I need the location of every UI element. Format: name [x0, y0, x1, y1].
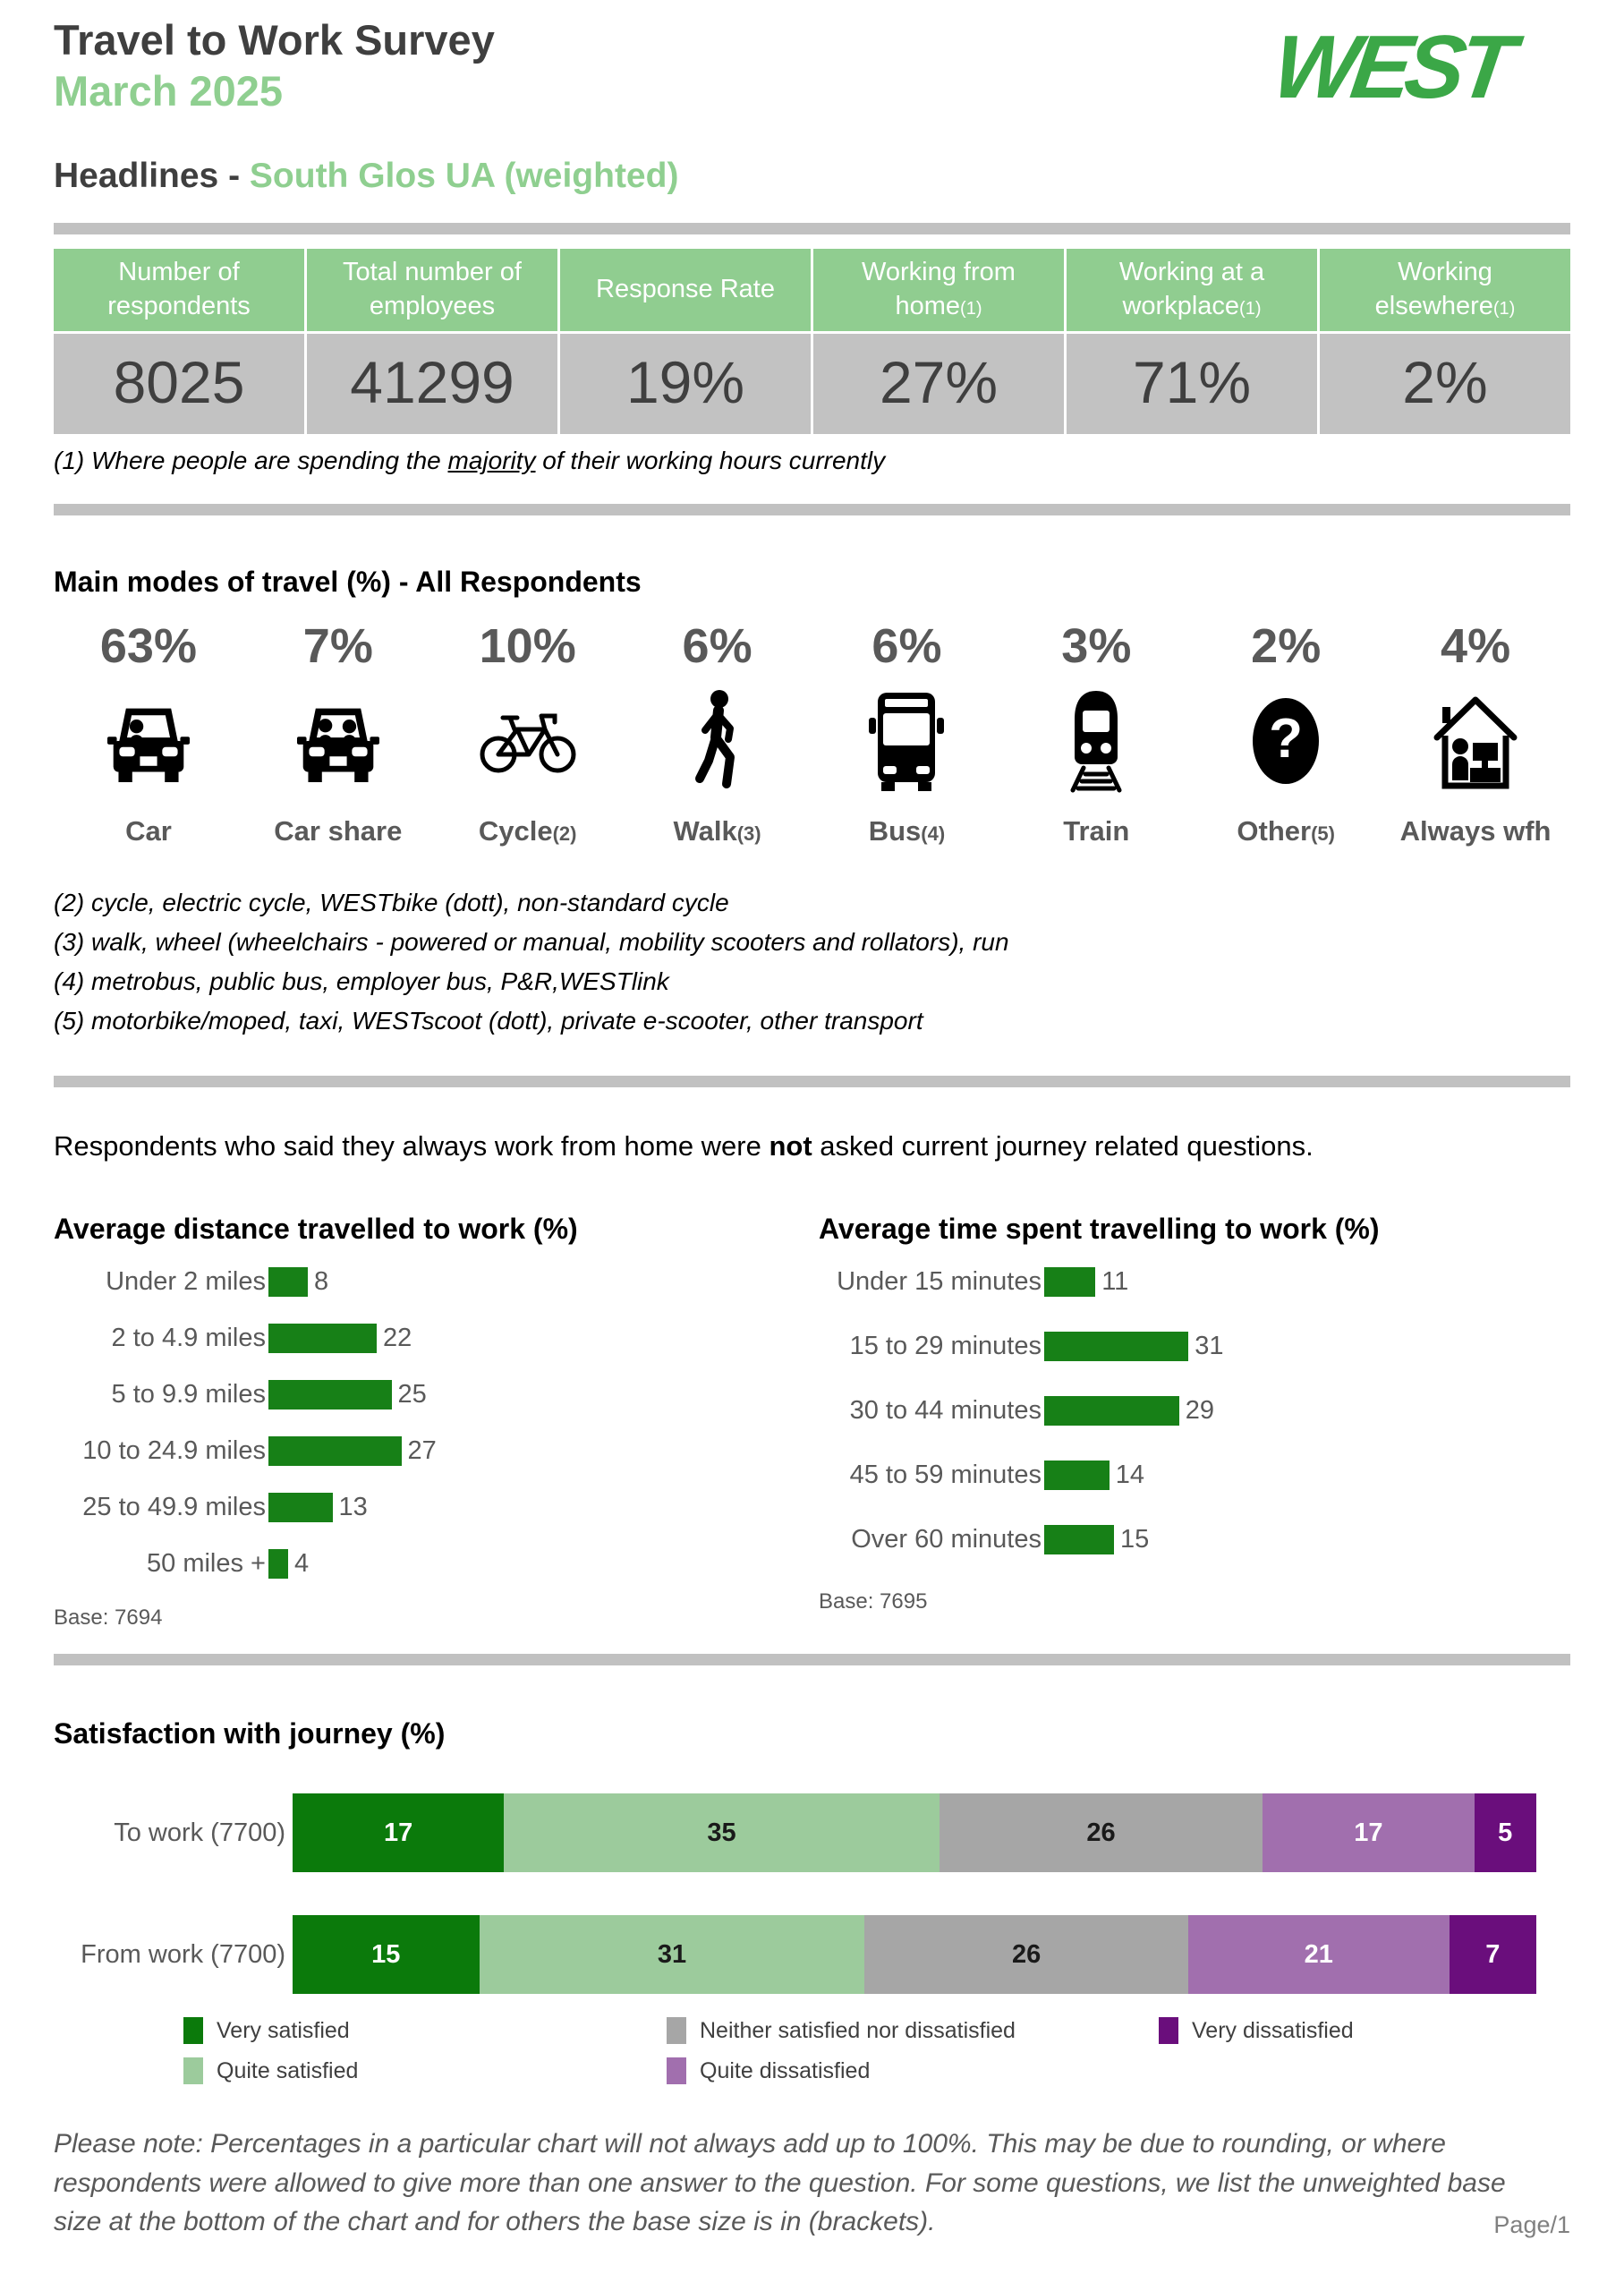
page-subtitle: March 2025 [54, 67, 284, 115]
bar-row: 10 to 24.9 miles 27 [82, 1436, 437, 1466]
bar-row: Under 15 minutes 11 [837, 1267, 1129, 1297]
stats-header-label: Response Rate [596, 274, 775, 303]
stats-header-label: Working elsewhere [1374, 257, 1493, 320]
bar-row: 15 to 29 minutes 31 [849, 1332, 1224, 1361]
stats-header-label: Working at a workplace [1118, 257, 1265, 320]
mode-label: Other(5) [1237, 814, 1335, 847]
bar-row: 5 to 9.9 miles 25 [111, 1380, 427, 1410]
bar-row: Under 2 miles 8 [106, 1267, 329, 1297]
segment-very-satisfied: 17 [293, 1793, 504, 1872]
mode-train [1001, 618, 1191, 847]
wfh-note: Respondents who said they always work from home were not asked current journey related questions. [54, 1130, 1314, 1163]
mode-footnote-4: (4) metrobus, public bus, employer bus, P&R,WESTlink [54, 967, 669, 995]
satisfaction-row-to-work [54, 1793, 1570, 1872]
bus-icon [812, 686, 1002, 796]
bar [268, 1549, 288, 1579]
stats-header-sub: (1) [1239, 298, 1262, 319]
mode-other [1191, 618, 1381, 847]
stats-value-cell: 41299 [307, 334, 557, 434]
stats-table [54, 249, 1570, 434]
segment-very-dissatisfied: 5 [1475, 1793, 1537, 1872]
mode-car [54, 618, 243, 847]
distance-chart [54, 1213, 819, 1631]
time-chart-base: Base: 7695 [819, 1589, 928, 1614]
stats-header-label: Total number of employees [343, 257, 522, 320]
west-logo: WEST [1267, 17, 1515, 117]
mode-label: Walk(3) [673, 814, 761, 847]
distance-chart-title: Average distance travelled to work (%) [54, 1213, 578, 1246]
satisfaction-title: Satisfaction with journey (%) [54, 1717, 446, 1750]
mode-footnote-2: (2) cycle, electric cycle, WESTbike (dott), non-standard cycle [54, 888, 729, 916]
bar [268, 1324, 377, 1353]
charts-row [54, 1213, 1570, 1631]
bar-row: 30 to 44 minutes 29 [849, 1396, 1215, 1426]
segment-quite-dissatisfied: 21 [1188, 1915, 1450, 1994]
mode-bus [812, 618, 1002, 847]
mode-pct: 6% [872, 618, 942, 673]
header [54, 0, 1570, 196]
bar [1044, 1396, 1179, 1426]
bar [268, 1380, 392, 1410]
divider [54, 504, 1570, 515]
car-share-icon [243, 686, 433, 796]
stats-header-cell [560, 249, 811, 331]
stats-value-cell: 2% [1320, 334, 1570, 434]
stats-header-label: Working from home [862, 257, 1016, 320]
page-title: Travel to Work Survey [54, 16, 495, 64]
train-icon [1001, 686, 1191, 796]
bar [1044, 1525, 1114, 1554]
page-number: Page/1 [1493, 2211, 1570, 2238]
bar-row: Over 60 minutes 15 [851, 1525, 1150, 1554]
row-label: To work (7700) [114, 1818, 285, 1847]
segment-quite-dissatisfied: 17 [1263, 1793, 1474, 1872]
legend-swatch-very-dissatisfied [1159, 2017, 1178, 2044]
legend-swatch-neither [667, 2017, 686, 2044]
car-icon [54, 686, 243, 796]
mode-footnote-5: (5) motorbike/moped, taxi, WESTscoot (dott), private e-scooter, other transport [54, 1006, 923, 1035]
bar [1044, 1461, 1110, 1490]
mode-pct: 3% [1061, 618, 1132, 673]
mode-always-wfh [1381, 618, 1570, 847]
headline-prefix: Headlines - [54, 156, 250, 195]
mode-pct: 7% [302, 618, 373, 673]
mode-pct: 10% [479, 618, 576, 673]
bar [1044, 1267, 1095, 1297]
mode-pct: 63% [99, 618, 197, 673]
bar [268, 1267, 308, 1297]
stats-footnote-underlined: majority [447, 446, 536, 474]
stats-value-cell: 8025 [54, 334, 304, 434]
stats-header-cell [1067, 249, 1317, 331]
legend-swatch-quite-dissatisfied [667, 2057, 686, 2084]
stats-header-cell [54, 249, 304, 331]
headline-region: South Glos UA (weighted) [249, 156, 679, 195]
legend-item: Quite dissatisfied [667, 2057, 1159, 2084]
mode-car-share [243, 618, 433, 847]
legend-item: Neither satisfied nor dissatisfied [667, 2017, 1159, 2044]
bar-row: 2 to 4.9 miles 22 [111, 1324, 412, 1353]
legend-item: Very dissatisfied [1159, 2017, 1354, 2044]
svg-text:?: ? [1269, 707, 1304, 770]
mode-pct: 4% [1441, 618, 1511, 673]
mode-label: Train [1063, 814, 1130, 847]
segment-quite-satisfied: 35 [504, 1793, 940, 1872]
stats-footnote-pre: (1) Where people are spending the [54, 446, 448, 474]
legend-swatch-very-satisfied [183, 2017, 203, 2044]
mode-cycle [433, 618, 623, 847]
distance-chart-base: Base: 7694 [54, 1605, 163, 1631]
segment-very-dissatisfied: 7 [1450, 1915, 1536, 1994]
divider [54, 1654, 1570, 1665]
mode-label: Cycle(2) [478, 814, 577, 847]
segment-very-satisfied: 15 [293, 1915, 480, 1994]
stats-header-cell [307, 249, 557, 331]
headline [54, 157, 1570, 196]
bar-row: 45 to 59 minutes 14 [849, 1461, 1145, 1490]
stats-header-cell [813, 249, 1064, 331]
stats-value-cell: 71% [1067, 334, 1317, 434]
stats-header-sub: (1) [1492, 298, 1516, 319]
segment-quite-satisfied: 31 [480, 1915, 865, 1994]
mode-label: Car share [274, 814, 403, 847]
stats-value-cell: 27% [813, 334, 1064, 434]
stats-header-cell [1320, 249, 1570, 331]
stats-footnote-post: of their working hours currently [535, 446, 886, 474]
divider [54, 1076, 1570, 1087]
bar [268, 1493, 333, 1522]
modes-grid [54, 618, 1570, 847]
stats-value-cell: 19% [560, 334, 811, 434]
stats-footnote [54, 447, 1570, 475]
mode-label: Car [125, 814, 172, 847]
time-chart [819, 1213, 1570, 1631]
legend-swatch-quite-satisfied [183, 2057, 203, 2084]
stats-header-label: Number of respondents [107, 257, 251, 320]
time-chart-title: Average time spent travelling to work (%) [819, 1213, 1380, 1246]
segment-neither: 26 [864, 1915, 1187, 1994]
satisfaction-legend [54, 2017, 1570, 2098]
walking-person-icon [623, 686, 812, 796]
mode-pct: 2% [1251, 618, 1322, 673]
satisfaction-row-from-work [54, 1915, 1570, 1994]
stacked-bar [293, 1915, 1536, 1994]
bar [1044, 1332, 1188, 1361]
mode-footnotes [54, 883, 1570, 1041]
divider [54, 223, 1570, 234]
bicycle-icon [433, 686, 623, 796]
stacked-bar [293, 1793, 1536, 1872]
bar-row: 25 to 49.9 miles 13 [82, 1493, 368, 1522]
mode-footnote-3: (3) walk, wheel (wheelchairs - powered or manual, mobility scooters and rollators), run [54, 927, 1009, 956]
mode-label: Always wfh [1399, 814, 1552, 847]
legend-item: Very satisfied [183, 2017, 667, 2044]
stats-header-sub: (1) [960, 298, 982, 319]
bar [268, 1436, 402, 1466]
segment-neither: 26 [940, 1793, 1263, 1872]
legend-item: Quite satisfied [183, 2057, 667, 2084]
bar-row: 50 miles + 4 [147, 1549, 310, 1579]
mode-walk [623, 618, 812, 847]
row-label: From work (7700) [81, 1939, 285, 1969]
modes-section-title: Main modes of travel (%) - All Respondents [54, 565, 642, 598]
work-from-home-icon [1381, 686, 1570, 796]
mode-pct: 6% [682, 618, 752, 673]
mode-label: Bus(4) [868, 814, 946, 847]
bottom-note: Please note: Percentages in a particular chart will not always add up to 100%. This may be due to rounding, or where respondents were allowed to give more than one answer to the question. For some questions, we list the unweighted base size at the bottom of the chart and for others the base size is in (brackets). [54, 2129, 1506, 2237]
question-mark-icon [1191, 686, 1381, 796]
